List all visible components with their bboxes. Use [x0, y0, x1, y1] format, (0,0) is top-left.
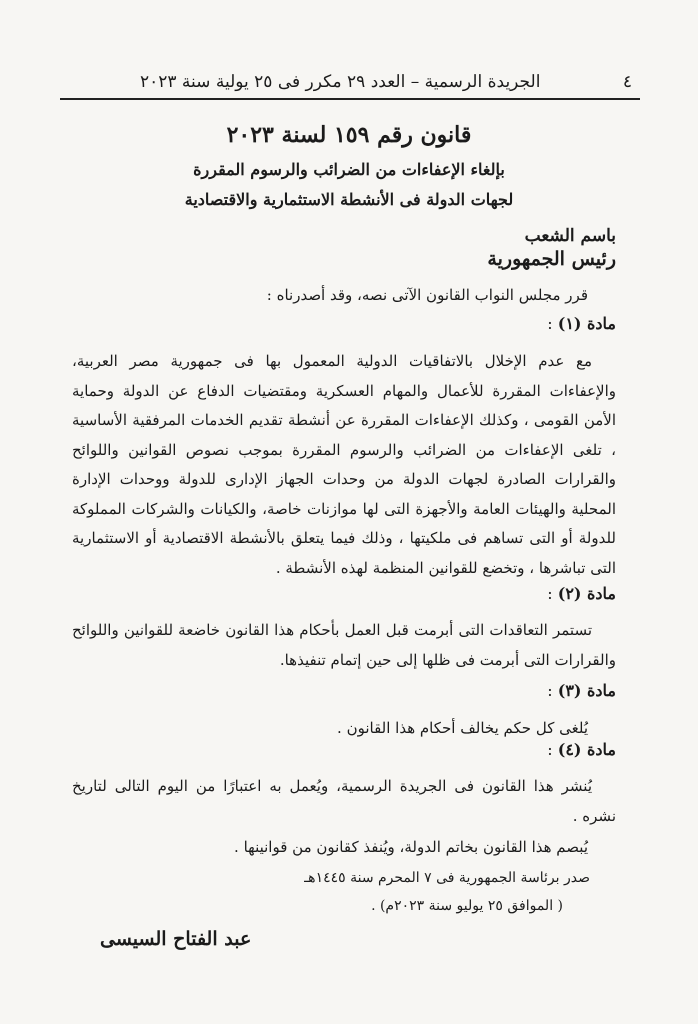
article-label: مادة (١) — [557, 314, 616, 333]
article-1-text: مع عدم الإخلال بالاتفاقيات الدولية المعمول بها فى جمهورية مصر العربية، والإعفاءات المقررة للأعمال والمهام العسكرية ومقتضيات الدفاع عن الدولة وحماية الأمن القومى ، وكذلك الإعفاءات المقررة عن أنشطة تقديم الخدمات المرفقية الأساسية ، تلغى الإعفاءات من الضرائب والرسوم المقررة بموجب نصوص القوانين واللوائح والقرارات الصادرة لجهات الدولة من وحدات الجهاز الإدارى للدولة ووحدات الإدارة المحلية والهيئات العامة والأجهزة التى لها موازنات خاصة، والكيانات والشركات المملوكة للدولة أو التى تساهم فى ملكيتها ، وذلك فيما يتعلق بالأنشطة الاقتصادية أو الاستثمارية التى تباشرها ، وتخضع للقوانين المنظمة لهذه الأنشطة . — [72, 352, 616, 577]
article-2-text: تستمر التعاقدات التى أبرمت قبل العمل بأحكام هذا القانون خاضعة للقوانين واللوائح والقرارات التى أبرمت فى ظلها إلى حين إتمام تنفيذها. — [72, 621, 616, 669]
article-label: مادة (٤) — [557, 740, 616, 759]
law-subtitle-2: لجهات الدولة فى الأنشطة الاستثمارية والاقتصادية — [184, 190, 514, 209]
article-1-heading: مادة (١) : — [547, 314, 616, 333]
in-the-name-of-people: باسم الشعب — [524, 226, 616, 246]
article-2-heading: مادة (٢) : — [547, 584, 616, 603]
seal-clause: يُبصم هذا القانون بخاتم الدولة، ويُنفذ كقانون من قوانينها . — [234, 838, 588, 856]
article-3-text: يُلغى كل حكم يخالف أحكام هذا القانون . — [337, 719, 588, 737]
gazette-header-title: الجريدة الرسمية – العدد ٢٩ مكرر فى ٢٥ يولية سنة ٢٠٢٣ — [140, 72, 541, 92]
article-label: مادة (٣) — [557, 681, 616, 700]
president-signature: عبد الفتاح السيسى — [100, 928, 252, 950]
article-4-heading: مادة (٤) : — [547, 740, 616, 759]
intro-text: قرر مجلس النواب القانون الآتى نصه، وقد أصدرناه : — [266, 286, 588, 304]
issuance-date-hijri: صدر برئاسة الجمهورية فى ٧ المحرم سنة ١٤٤٥هـ — [304, 870, 590, 886]
page-header — [60, 68, 640, 100]
president-heading: رئيس الجمهورية — [487, 248, 616, 270]
issuance-date-gregorian: ( الموافق ٢٥ يوليو سنة ٢٠٢٣م) . — [371, 898, 563, 914]
law-subtitle-1: بإلغاء الإعفاءات من الضرائب والرسوم المقررة — [193, 160, 505, 179]
page-number: ٤ — [622, 72, 632, 92]
law-title: قانون رقم ١٥٩ لسنة ٢٠٢٣ — [226, 122, 472, 148]
article-label: مادة (٢) — [557, 584, 616, 603]
article-3-heading: مادة (٣) : — [547, 681, 616, 700]
article-4-text: يُنشر هذا القانون فى الجريدة الرسمية، ويُعمل به اعتبارًا من اليوم التالى لتاريخ نشره . — [72, 777, 616, 825]
